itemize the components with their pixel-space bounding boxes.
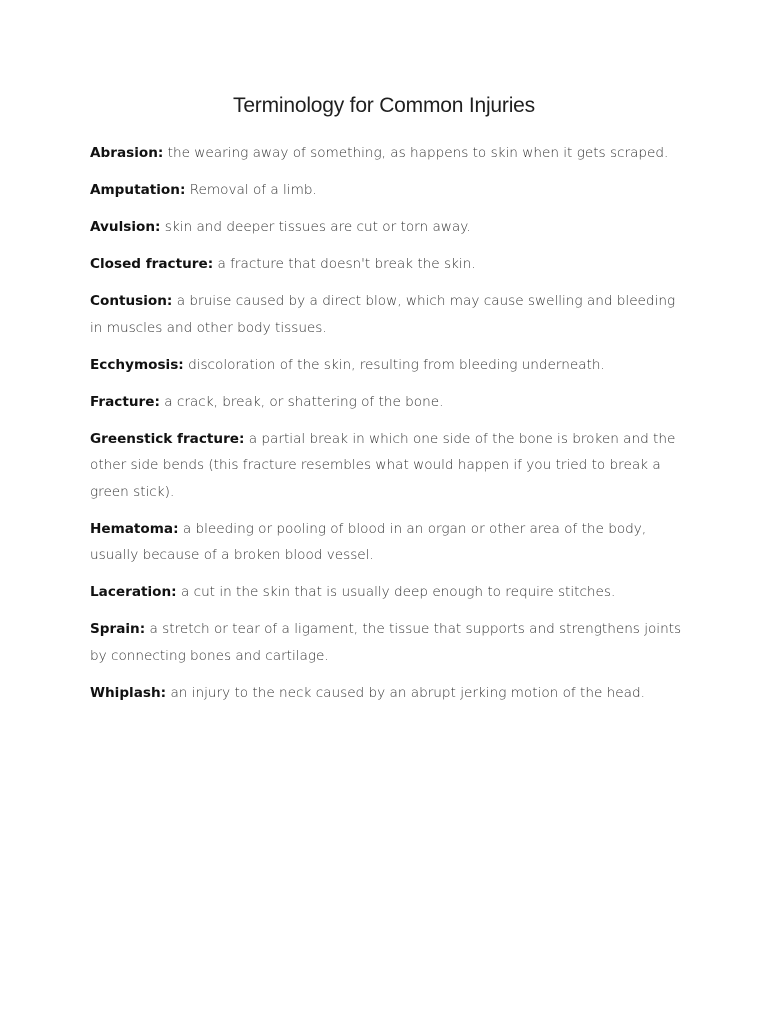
term-name: Hematoma: xyxy=(90,520,179,537)
term-definition: skin and deeper tissues are cut or torn away. xyxy=(164,219,471,235)
term-definition: a crack, break, or shattering of the bone. xyxy=(164,393,444,410)
term-entry-amputation xyxy=(90,177,684,204)
term-name: Sprain: xyxy=(90,621,146,637)
term-entry-laceration xyxy=(90,579,684,606)
term-definition: a bruise caused by a direct blow, which may cause swelling and bleeding in muscles and other body tissues. xyxy=(90,293,676,336)
term-entry-abrasion xyxy=(90,140,684,167)
term-entry-closed-fracture xyxy=(90,251,684,278)
term-entry-sprain xyxy=(90,616,684,669)
term-entry-contusion xyxy=(90,288,684,341)
term-definition: a bleeding or pooling of blood in an organ or other area of the body, usually because of a broken blood vessel. xyxy=(90,520,647,563)
term-definition: discoloration of the skin, resulting from bleeding underneath. xyxy=(188,356,605,373)
term-name: Contusion: xyxy=(90,293,173,309)
term-entry-hematoma xyxy=(90,516,684,569)
term-name: Avulsion: xyxy=(90,219,161,235)
term-name: Amputation: xyxy=(90,182,186,198)
term-definition: a cut in the skin that is usually deep enough to require stitches. xyxy=(180,584,616,600)
term-entry-whiplash xyxy=(90,680,684,707)
term-name: Whiplash: xyxy=(90,684,167,701)
term-definition: a fracture that doesn't break the skin. xyxy=(217,256,476,272)
term-name: Closed fracture: xyxy=(90,256,214,272)
term-entry-fracture xyxy=(90,389,684,416)
term-definition: an injury to the neck caused by an abrupt jerking motion of the head. xyxy=(170,684,645,701)
term-definition: a partial break in which one side of the bone is broken and the other side bends (this fracture resembles what would happen if you tried to break a green stick). xyxy=(90,430,676,500)
document-title: Terminology for Common Injuries xyxy=(233,94,535,117)
term-definition: a stretch or tear of a ligament, the tissue that supports and strengthens joints by connecting bones and cartilage. xyxy=(90,621,682,664)
term-name: Greenstick fracture: xyxy=(90,430,245,447)
term-definition: Removal of a limb. xyxy=(189,182,317,198)
term-entry-greenstick-fracture xyxy=(90,426,684,506)
term-name: Laceration: xyxy=(90,584,177,600)
term-name: Abrasion: xyxy=(90,145,164,161)
term-entry-avulsion xyxy=(90,214,684,241)
term-name: Ecchymosis: xyxy=(90,356,184,373)
term-definition: the wearing away of something, as happens to skin when it gets scraped. xyxy=(167,145,669,161)
term-entry-ecchymosis xyxy=(90,352,684,379)
term-list xyxy=(90,140,684,717)
term-name: Fracture: xyxy=(90,393,160,410)
